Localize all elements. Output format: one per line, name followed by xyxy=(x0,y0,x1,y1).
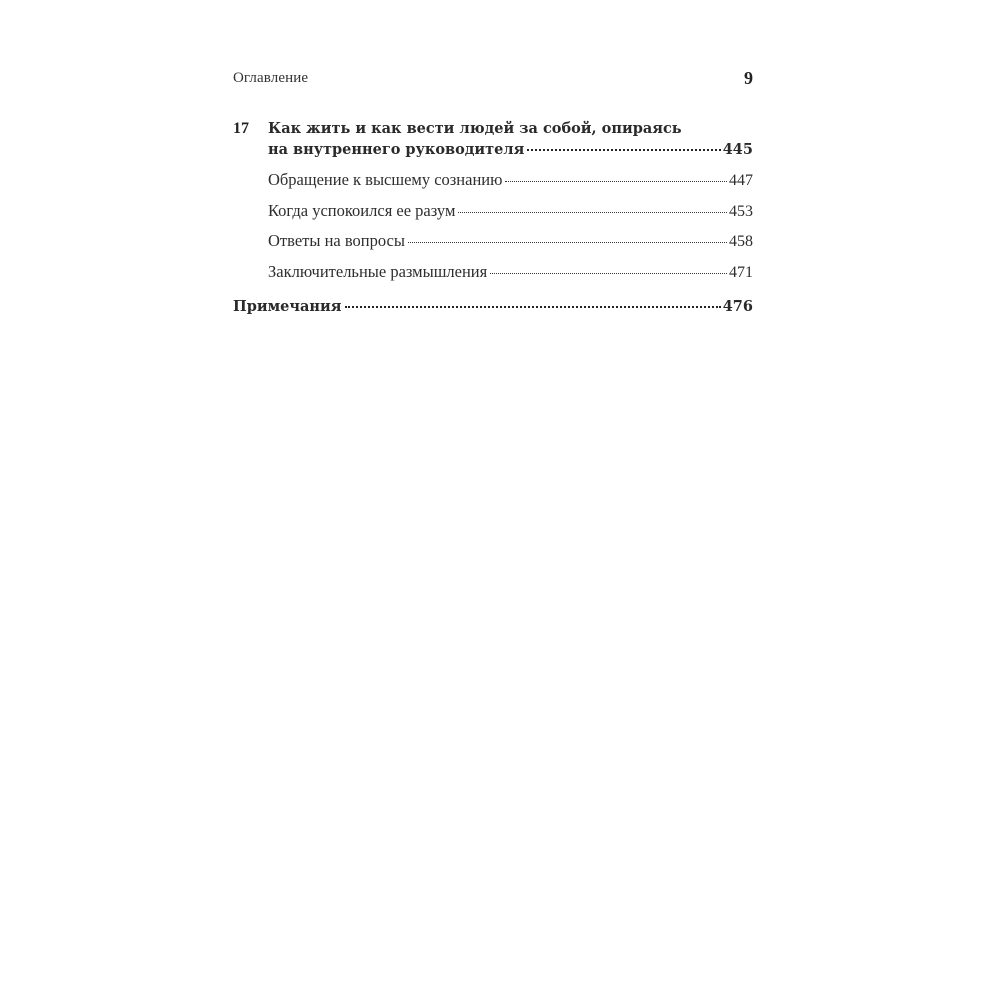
section-title: Когда успокоился ее разум xyxy=(268,200,456,220)
section-page: 471 xyxy=(729,263,753,281)
table-of-contents xyxy=(233,118,753,315)
chapter-title-line2-row xyxy=(268,141,753,158)
section-list xyxy=(233,170,753,292)
toc-section-entry xyxy=(268,262,753,293)
toc-notes-entry xyxy=(233,298,753,315)
toc-section-entry xyxy=(268,170,753,201)
section-title: Заключительные размышления xyxy=(268,261,488,281)
notes-title: Примечания xyxy=(233,298,342,315)
running-title: Оглавление xyxy=(233,70,309,86)
section-title: Ответы на вопросы xyxy=(268,231,405,250)
toc-section-entry xyxy=(268,231,753,262)
dot-leader xyxy=(458,212,727,213)
dot-leader xyxy=(408,242,727,243)
dot-leader xyxy=(505,181,727,182)
chapter-title-line1: Как жить и как вести людей за собой, опираясь xyxy=(268,120,682,137)
page-number: 9 xyxy=(744,68,753,88)
toc-section-entry xyxy=(268,201,753,232)
section-page: 453 xyxy=(729,202,753,220)
dot-leader xyxy=(527,149,720,151)
dot-leader xyxy=(345,306,721,308)
chapter-title-line2: на внутреннего руководителя xyxy=(268,141,525,158)
section-page: 458 xyxy=(729,233,753,250)
section-title: Обращение к высшему сознанию xyxy=(268,170,503,189)
chapter-number: 17 xyxy=(233,120,249,137)
running-header xyxy=(233,70,753,92)
dot-leader xyxy=(490,273,727,274)
section-page: 447 xyxy=(729,172,753,189)
chapter-page: 445 xyxy=(722,141,753,158)
notes-page: 476 xyxy=(722,298,753,315)
toc-chapter-entry xyxy=(233,118,753,166)
